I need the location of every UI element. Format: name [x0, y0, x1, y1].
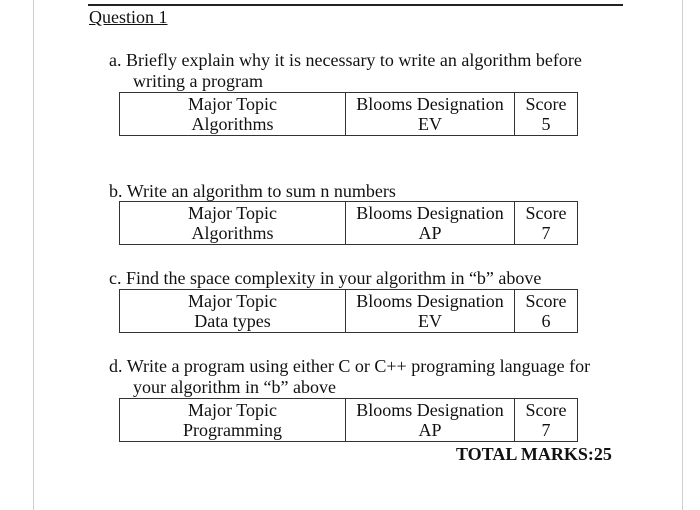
question-title: Question 1 [89, 7, 168, 27]
question-item-d [109, 356, 590, 398]
topic-header: Major Topic [188, 400, 277, 420]
item-text-line1: Find the space complexity in your algorithm in “b” above [126, 268, 542, 288]
question-item-a [109, 50, 582, 92]
blooms-value: EV [418, 114, 442, 134]
question-item-b [109, 181, 396, 202]
blooms-value: EV [418, 311, 442, 331]
topic-header: Major Topic [188, 203, 277, 223]
question-item-c [109, 268, 541, 289]
score-value: 6 [541, 311, 551, 331]
meta-table-d [119, 398, 578, 442]
item-text-line1: Write a program using either C or C++ programing language for [126, 356, 591, 376]
score-header: Score [525, 400, 567, 420]
blooms-header: Blooms Designation [356, 400, 504, 420]
item-letter: c. [109, 268, 122, 288]
topic-value: Data types [194, 311, 271, 331]
item-text-line1: Briefly explain why it is necessary to write an algorithm before [126, 50, 582, 70]
item-letter: a. [109, 50, 122, 70]
item-text-line2: your algorithm in “b” above [133, 377, 336, 397]
score-value: 7 [541, 223, 551, 243]
item-letter: b. [109, 181, 123, 201]
top-rule [88, 4, 623, 6]
score-value: 5 [541, 114, 551, 134]
blooms-header: Blooms Designation [356, 291, 504, 311]
item-text-line2: writing a program [133, 71, 263, 91]
topic-header: Major Topic [188, 291, 277, 311]
blooms-header: Blooms Designation [356, 203, 504, 223]
blooms-value: AP [418, 420, 442, 440]
topic-value: Algorithms [191, 114, 274, 134]
item-text-line1: Write an algorithm to sum n numbers [126, 181, 396, 201]
score-value: 7 [541, 420, 551, 440]
meta-table-a [119, 92, 578, 136]
topic-value: Programming [183, 420, 282, 440]
score-header: Score [525, 94, 567, 114]
score-header: Score [525, 203, 567, 223]
meta-table-c [119, 289, 578, 333]
blooms-header: Blooms Designation [356, 94, 504, 114]
total-marks: TOTAL MARKS:25 [456, 444, 612, 464]
topic-value: Algorithms [191, 223, 274, 243]
score-header: Score [525, 291, 567, 311]
meta-table-b [119, 201, 578, 245]
item-letter: d. [109, 356, 123, 376]
blooms-value: AP [418, 223, 442, 243]
topic-header: Major Topic [188, 94, 277, 114]
